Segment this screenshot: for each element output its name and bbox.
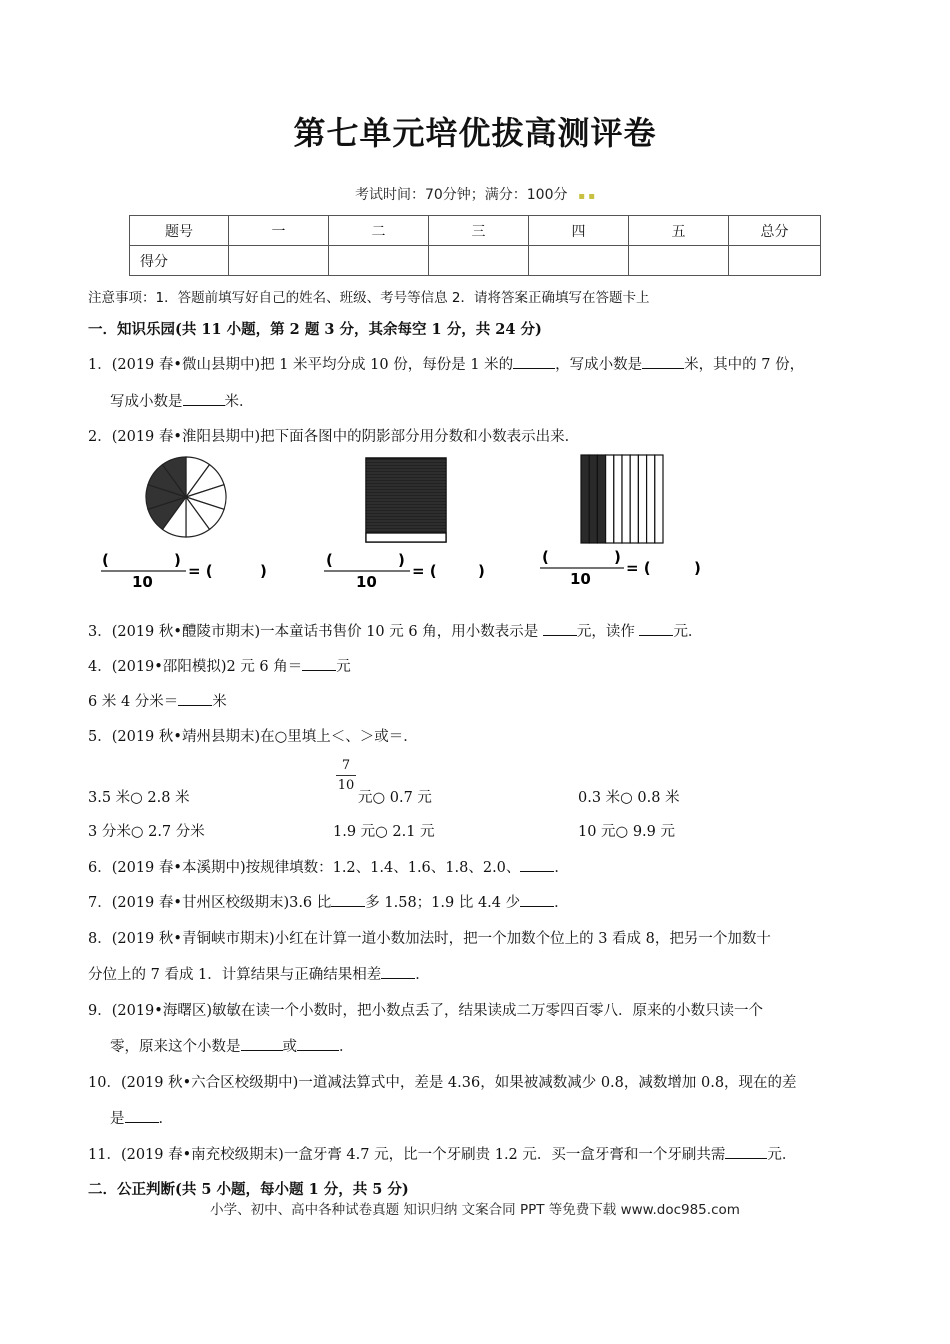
square-blank-strip <box>366 533 446 542</box>
answer-blank[interactable] <box>520 857 554 872</box>
answer-blank[interactable] <box>297 1036 339 1051</box>
q9-text: ． <box>339 1039 354 1055</box>
score-cell <box>629 246 729 276</box>
strip-column <box>606 455 614 543</box>
fig-denominator: 10 <box>132 573 153 591</box>
compare-item[interactable]: 3 分米○ 2.7 分米 <box>88 824 205 840</box>
fig-paren-open: ( <box>102 551 109 569</box>
answer-blank[interactable] <box>183 391 225 406</box>
score-table <box>129 215 821 276</box>
q7-text: ． <box>554 895 569 911</box>
fig-paren-open: ( <box>326 551 333 569</box>
score-cell <box>529 246 629 276</box>
answer-blank[interactable] <box>725 1144 767 1159</box>
question-10-cont <box>110 1107 173 1128</box>
q4-text: 6 米 4 分米＝ <box>88 694 179 710</box>
q4-text: 米 <box>212 694 227 710</box>
fig-equals[interactable]: = ( <box>412 562 437 580</box>
q1-text: 1．(2019 春•微山县期中)把 1 米平均分成 10 份，每份是 1 米的 <box>88 357 514 373</box>
compare-item[interactable]: 元○ 0.7 元 <box>358 790 432 806</box>
question-8: 8．(2019 秋•青铜峡市期末)小红在计算一道小数加法时，把一个加数个位上的 3 看成 8，把另一个加数十 <box>88 931 771 947</box>
question-4 <box>88 655 351 676</box>
q6-text: ． <box>554 860 569 876</box>
q1-text: 米，其中的 7 份， <box>684 357 805 373</box>
answer-blank[interactable] <box>520 892 554 907</box>
answer-blank[interactable] <box>125 1108 159 1123</box>
question-3 <box>88 620 702 641</box>
fig-paren-close: ) <box>694 559 701 577</box>
question-9: 9．(2019•海曙区)敏敏在读一个小数时，把小数点丢了，结果读成二万零四百零八．原来的小数只读一个 <box>88 1003 763 1019</box>
score-cell <box>429 246 529 276</box>
exam-info <box>0 184 950 204</box>
q7-text: 7．(2019 春•甘州区校级期末)3.6 比 <box>88 895 332 911</box>
q1-text: 米． <box>224 394 254 410</box>
score-header-cell: 二 <box>329 216 429 246</box>
question-8-cont <box>88 963 430 984</box>
pie-circle <box>146 457 226 537</box>
compare-item[interactable]: 1.9 元○ 2.1 元 <box>333 824 435 840</box>
score-header-cell: 五 <box>629 216 729 246</box>
answer-blank[interactable] <box>331 892 365 907</box>
score-cell <box>729 246 821 276</box>
q1-text: ，写成小数是 <box>555 357 643 373</box>
fraction-7-10 <box>336 758 356 793</box>
fig-equals[interactable]: = ( <box>188 562 213 580</box>
score-header-cell: 三 <box>429 216 529 246</box>
answer-blank[interactable] <box>381 964 415 979</box>
question-6 <box>88 856 569 877</box>
q3-text: 元． <box>673 624 703 640</box>
section-2-heading: 二．公正判断(共 5 小题，每小题 1 分，共 5 分) <box>88 1181 409 1198</box>
compare-item[interactable]: 3.5 米○ 2.8 米 <box>88 790 190 806</box>
score-row <box>130 246 821 276</box>
fig-paren-close: ) <box>174 551 181 569</box>
fig-paren-close: ) <box>260 562 267 580</box>
answer-blank[interactable] <box>642 354 684 369</box>
question-11 <box>88 1143 796 1164</box>
fig-paren-close: ) <box>478 562 485 580</box>
answer-blank[interactable] <box>241 1036 283 1051</box>
fig-paren-close: ) <box>398 551 405 569</box>
compare-item[interactable]: 0.3 米○ 0.8 米 <box>578 790 680 806</box>
q11-text: 11．(2019 春•南充校级期末)一盒牙膏 4.7 元，比一个牙刷贵 1.2 元．买一盒牙膏和一个牙刷共需 <box>88 1147 726 1163</box>
q4-text: 4．(2019•邵阳模拟)2 元 6 角＝ <box>88 659 303 675</box>
q7-text: 多 1.58；1.9 比 4.4 少 <box>365 895 521 911</box>
pie-figure <box>96 455 286 595</box>
question-4-cont <box>88 690 227 711</box>
strip-column <box>622 455 630 543</box>
question-9-cont <box>110 1035 354 1056</box>
fraction-denominator: 10 <box>337 778 355 793</box>
question-5: 5．(2019 秋•靖州县期末)在○里填上＜、＞或＝． <box>88 729 418 745</box>
fraction-bar <box>336 775 356 776</box>
fraction-numerator: 7 <box>341 758 351 773</box>
exam-info-text: 考试时间：70分钟；满分：100分 <box>354 187 568 203</box>
fig-denominator: 10 <box>570 570 591 588</box>
notice: 注意事项：1．答题前填写好自己的姓名、班级、考号等信息 2．请将答案正确填写在答题卡上 <box>88 290 650 306</box>
answer-blank[interactable] <box>639 621 673 636</box>
q3-text: 元，读作 <box>576 624 635 640</box>
score-header-cell: 题号 <box>130 216 229 246</box>
question-1-cont <box>110 390 254 411</box>
score-cell <box>229 246 329 276</box>
score-header-row <box>130 216 821 246</box>
shaded-square <box>366 458 446 542</box>
fig-paren-open: ( <box>542 548 549 566</box>
strip-column <box>638 455 646 543</box>
strip-column <box>655 455 663 543</box>
square-figure <box>318 455 508 595</box>
footer: 小学、初中、高中各种试卷真题 知识归纳 文案合同 PPT 等免费下载 www.doc985.com <box>210 1202 740 1218</box>
question-7 <box>88 891 569 912</box>
page-title: 第七单元培优拔高测评卷 <box>293 114 657 152</box>
q11-text: 元． <box>767 1147 797 1163</box>
score-header-cell: 一 <box>229 216 329 246</box>
q6-text: 6．(2019 春•本溪期中)按规律填数：1.2、1.4、1.6、1.8、2.0、 <box>88 860 521 876</box>
score-cell <box>329 246 429 276</box>
q4-text: 元 <box>336 659 351 675</box>
q8-text: 分位上的 7 看成 1．计算结果与正确结果相差 <box>88 967 382 983</box>
section-1-heading: 一．知识乐园(共 11 小题，第 2 题 3 分，其余每空 1 分，共 24 分) <box>88 321 542 338</box>
q8-text: ． <box>415 967 430 983</box>
answer-blank[interactable] <box>178 691 212 706</box>
strips-figure <box>536 452 726 592</box>
fig-paren-close: ) <box>614 548 621 566</box>
q9-text: 零，原来这个小数是 <box>110 1039 241 1055</box>
score-row-label: 得分 <box>130 246 229 276</box>
score-header-cell: 四 <box>529 216 629 246</box>
question-10: 10．(2019 秋•六合区校级期中)一道减法算式中，差是 4.36，如果被减数减少 0.8，减数增加 0.8，现在的差 <box>88 1075 797 1091</box>
score-header-cell: 总分 <box>729 216 821 246</box>
q1-text: 写成小数是 <box>110 394 183 410</box>
strip-column <box>581 455 589 543</box>
strip-column <box>630 455 638 543</box>
question-1 <box>88 353 804 374</box>
question-2: 2．(2019 春•淮阳县期中)把下面各图中的阴影部分用分数和小数表示出来． <box>88 429 580 445</box>
q3-text: 3．(2019 秋•醴陵市期末)一本童话书售价 10 元 6 角，用小数表示是 <box>88 624 539 640</box>
answer-blank[interactable] <box>543 621 577 636</box>
strip-column <box>597 455 605 543</box>
fig-denominator: 10 <box>356 573 377 591</box>
strip-column <box>647 455 655 543</box>
strip-column <box>614 455 622 543</box>
answer-blank[interactable] <box>302 656 336 671</box>
fig-equals[interactable]: = ( <box>626 559 651 577</box>
decor-dots: ▪ ▪ <box>571 191 596 202</box>
q10-text: 是 <box>110 1111 125 1127</box>
shaded-strips <box>581 455 663 543</box>
q9-text: 或 <box>282 1039 297 1055</box>
q10-text: ． <box>158 1111 173 1127</box>
compare-item[interactable]: 10 元○ 9.9 元 <box>578 824 675 840</box>
answer-blank[interactable] <box>513 354 555 369</box>
strip-column <box>589 455 597 543</box>
